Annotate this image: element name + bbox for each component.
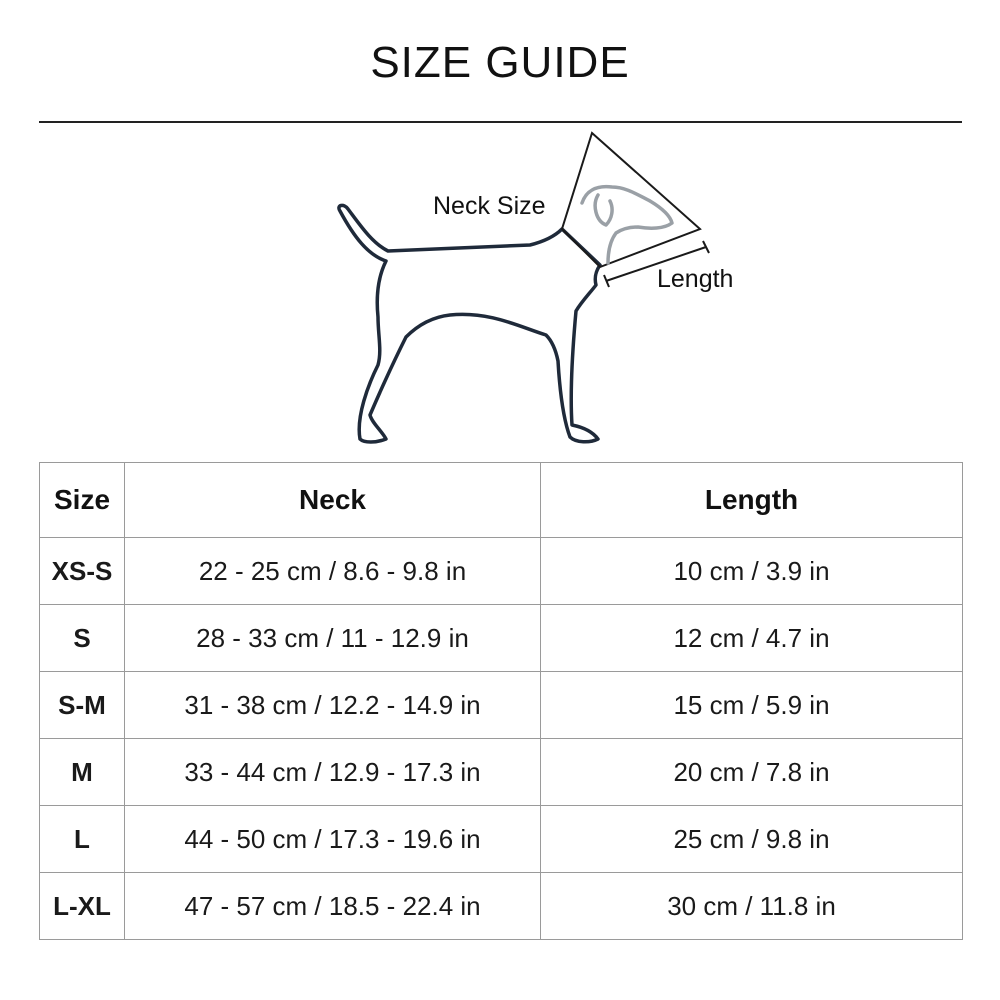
neck-size-label: Neck Size bbox=[433, 192, 546, 220]
dog-outline-icon bbox=[339, 205, 600, 442]
neck-cell: 22 - 25 cm / 8.6 - 9.8 in bbox=[125, 538, 541, 605]
title-divider bbox=[39, 121, 962, 123]
size-cell: M bbox=[40, 739, 125, 806]
neck-cell: 31 - 38 cm / 12.2 - 14.9 in bbox=[125, 672, 541, 739]
length-cell: 15 cm / 5.9 in bbox=[541, 672, 963, 739]
size-cell: S-M bbox=[40, 672, 125, 739]
neck-cell: 44 - 50 cm / 17.3 - 19.6 in bbox=[125, 806, 541, 873]
length-label: Length bbox=[657, 265, 734, 293]
length-cell: 20 cm / 7.8 in bbox=[541, 739, 963, 806]
size-cell: L-XL bbox=[40, 873, 125, 940]
length-cell: 10 cm / 3.9 in bbox=[541, 538, 963, 605]
dog-cone-illustration bbox=[320, 125, 760, 455]
header-length: Length bbox=[541, 463, 963, 538]
table-row bbox=[40, 605, 963, 672]
dog-head-icon bbox=[582, 187, 672, 263]
neck-cell: 33 - 44 cm / 12.9 - 17.3 in bbox=[125, 739, 541, 806]
table-row bbox=[40, 873, 963, 940]
neck-cell: 47 - 57 cm / 18.5 - 22.4 in bbox=[125, 873, 541, 940]
table-row bbox=[40, 672, 963, 739]
header-size: Size bbox=[40, 463, 125, 538]
table-row bbox=[40, 806, 963, 873]
table-header-row bbox=[40, 463, 963, 538]
size-cell: L bbox=[40, 806, 125, 873]
size-cell: S bbox=[40, 605, 125, 672]
neck-cell: 28 - 33 cm / 11 - 12.9 in bbox=[125, 605, 541, 672]
size-cell: XS-S bbox=[40, 538, 125, 605]
page-title: SIZE GUIDE bbox=[370, 38, 630, 87]
size-table bbox=[39, 462, 963, 940]
table-row bbox=[40, 739, 963, 806]
length-cell: 30 cm / 11.8 in bbox=[541, 873, 963, 940]
header-neck: Neck bbox=[125, 463, 541, 538]
length-cell: 12 cm / 4.7 in bbox=[541, 605, 963, 672]
table-row bbox=[40, 538, 963, 605]
length-cell: 25 cm / 9.8 in bbox=[541, 806, 963, 873]
